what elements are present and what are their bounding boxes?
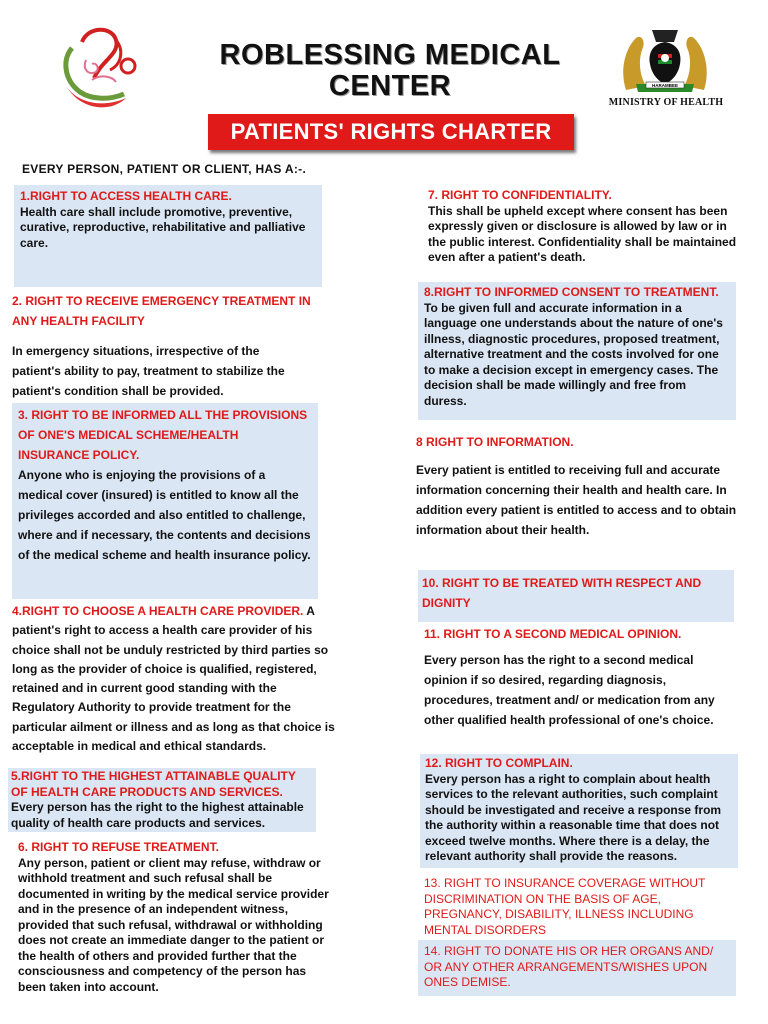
coat-of-arms-motto: HARAMBEE [651,83,679,88]
right-1-body: Health care shall include promotive, preventive, curative, reproductive, rehabilitative and palliative care. [20,204,306,250]
right-14-section [418,940,736,996]
right-8b-section [416,432,738,540]
right-14-heading: 14. RIGHT TO DONATE HIS OR HER ORGANS AND/ OR ANY OTHER ARRANGEMENTS/WISHES UPON ONES DEMISE. [424,944,714,989]
right-3-section [12,403,318,599]
right-12-body: Every person has a right to complain about health services to the relevant authorities, such complaint should be investigated and receive a response from the authority within a reasonable time that does not exceed twelve months. Where there is a delay, the relevant authority shall provide the reasons. [425,771,722,863]
right-8a-section [418,282,736,420]
right-6-heading: 6. RIGHT TO REFUSE TREATMENT. [18,840,219,854]
right-4-heading: 4.RIGHT TO CHOOSE A HEALTH CARE PROVIDER. [12,604,304,618]
right-1-heading: 1.RIGHT TO ACCESS HEALTH CARE. [20,189,232,203]
right-1-section [14,185,322,287]
right-8a-heading: 8.RIGHT TO INFORMED CONSENT TO TREATMENT. [424,285,719,299]
right-7-section [428,188,740,266]
right-8b-heading: 8 RIGHT TO INFORMATION. [416,435,574,449]
medical-center-logo-icon [52,20,148,112]
right-5-section [8,768,316,832]
right-10-section [418,570,734,622]
right-13-heading: 13. RIGHT TO INSURANCE COVERAGE WITHOUT DISCRIMINATION ON THE BASIS OF AGE, PREGNANCY, DISABILITY, ILLNESS INCLUDING MENTAL DISORDERS [424,876,706,937]
right-2-body: In emergency situations, irrespective of the patient's ability to pay, treatment to stabilize the patient's condition shall be provided. [12,344,285,398]
right-12-section [420,754,738,868]
right-8a-body: To be given full and accurate information in a language one understands about the nature of one's illness, diagnostic procedures, proposed treatment, alternative treatment and the costs involved for one to make a decision except in emergency cases. The decision shall be made willingly and free from duress. [424,300,723,408]
title-line-1: ROBLESSING MEDICAL [219,39,561,71]
title-line-2: CENTER [328,70,452,102]
coat-of-arms-icon [612,20,718,94]
charter-banner: PATIENTS' RIGHTS CHARTER [208,114,574,150]
page-title [180,40,600,102]
right-2-heading: 2. RIGHT TO RECEIVE EMERGENCY TREATMENT IN ANY HEALTH FACILITY [12,294,311,328]
right-7-body: This shall be upheld except where consent has been expressly given or disclosure is allowed by law or in the public interest. Confidentiality shall be maintained even after a patient's death. [428,203,737,264]
right-12-heading: 12. RIGHT TO COMPLAIN. [425,756,573,770]
right-4-body: A patient's right to access a health care provider of his choice shall not be unduly restricted by third parties so long as the provider of choice is qualified, registered, retained and in current good standing with the Regulatory Authority to provide treatment for the particular ailment or illness and as long as that choice is acceptable in medical and ethical standards. [12,604,335,754]
right-5-heading: 5.RIGHT TO THE HIGHEST ATTAINABLE QUALITY OF HEALTH CARE PRODUCTS AND SERVICES. [11,769,296,799]
right-11-body: Every person has the right to a second medical opinion if so desired, regarding diagnosis, procedures, treatment and/ or medication from any other qualified health professional of one's choice. [424,653,715,727]
right-10-heading: 10. RIGHT TO BE TREATED WITH RESPECT AND DIGNITY [422,576,702,610]
right-4-section [12,602,337,756]
right-11-section [424,624,734,730]
right-3-heading: 3. RIGHT TO BE INFORMED ALL THE PROVISIONS OF ONE'S MEDICAL SCHEME/HEALTH INSURANCE POLICY. [18,408,308,462]
right-8b-body: Every patient is entitled to receiving full and accurate information concerning their health and health care. In addition every patient is entitled to access and to obtain information about their health. [416,463,737,537]
right-6-section [18,840,332,995]
right-3-body: Anyone who is enjoying the provisions of a medical cover (insured) is entitled to know all the privileges accorded and also entitled to challenge, where and if necessary, the contents and decisions of the medical scheme and health insurance policy. [18,468,311,562]
right-2-section [12,291,312,401]
intro-text: EVERY PERSON, PATIENT OR CLIENT, HAS A:-. [22,162,307,176]
right-11-heading: 11. RIGHT TO A SECOND MEDICAL OPINION. [424,627,682,641]
right-5-body: Every person has the right to the highest attainable quality of health care products and services. [11,800,304,830]
right-7-heading: 7. RIGHT TO CONFIDENTIALITY. [428,188,612,202]
ministry-label: MINISTRY OF HEALTH [608,97,724,108]
right-13-section [424,876,736,938]
right-6-body: Any person, patient or client may refuse, withdraw or withhold treatment and such refusal shall be documented in writing by the medical service provider and in the presence of an independent witness, provided that such refusal, withdrawal or withholding does not create an immediate danger to the patient or the health of others and provided further that the consciousness and competency of the person has been taken into account. [18,855,329,994]
